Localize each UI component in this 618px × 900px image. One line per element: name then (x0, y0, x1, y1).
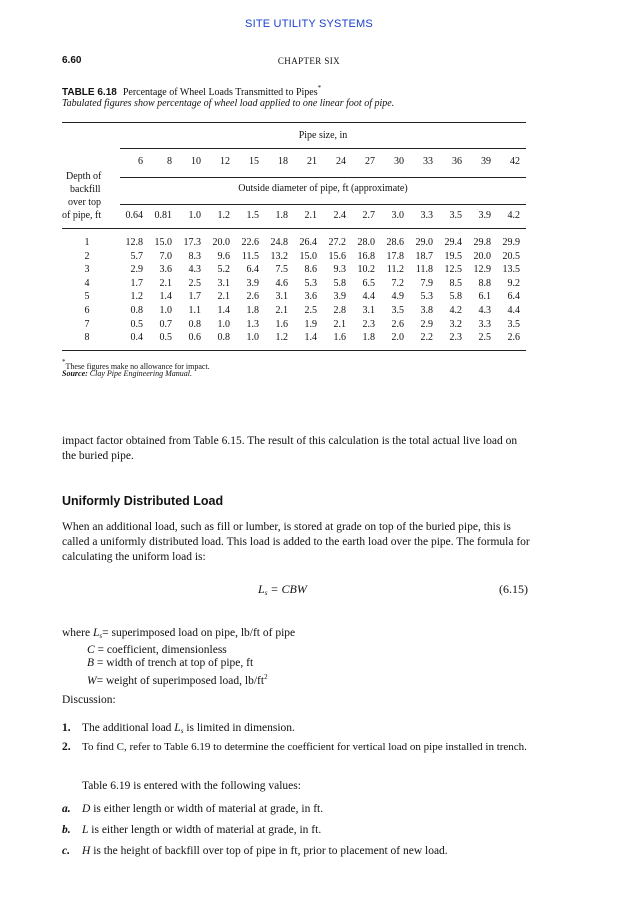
outside-diameter-cell: 1.2 (217, 210, 230, 221)
value-cell: 8.5 (449, 277, 462, 289)
pipe-size-cell: 39 (481, 156, 491, 167)
value-cell: 5.3 (304, 277, 317, 289)
value-cell: 5.3 (420, 291, 433, 303)
depth-cell: 2 (84, 250, 90, 262)
value-cell: 6.5 (362, 277, 375, 289)
c-symbol: C (87, 643, 95, 656)
value-cell: 0.8 (188, 318, 201, 330)
value-cell: 12.9 (473, 264, 491, 276)
where-word: where (62, 627, 91, 639)
value-cell: 7.9 (420, 277, 433, 289)
running-head: SITE UTILITY SYSTEMS (245, 18, 373, 30)
pipe-size-cell: 12 (220, 156, 230, 167)
depth-cell: 1 (84, 237, 90, 248)
value-cell: 3.8 (420, 305, 433, 316)
w-symbol: W (87, 674, 97, 687)
value-cell: 2.0 (391, 332, 404, 344)
value-cell: 15.0 (154, 237, 172, 248)
outside-diameter-cell: 1.5 (246, 210, 259, 221)
item-symbol: L (82, 824, 89, 836)
pipe-size-header: Pipe size, in (298, 130, 348, 141)
value-cell: 2.6 (507, 332, 520, 344)
value-cell: 1.0 (217, 318, 230, 330)
value-cell: 2.3 (449, 332, 462, 344)
ls-sub: s (99, 632, 103, 640)
value-cell: 2.1 (159, 277, 172, 289)
value-cell: 0.4 (130, 332, 143, 344)
value-cell: 4.6 (275, 277, 288, 289)
value-cell: 3.6 (304, 291, 317, 303)
discussion-item (62, 740, 532, 754)
value-cell: 28.0 (357, 237, 375, 248)
value-cell: 2.9 (420, 318, 433, 330)
table-title-mark: * (317, 84, 322, 92)
outside-diameter-header: Outside diameter of pipe, ft (approximate) (238, 183, 408, 194)
section-heading: Uniformly Distributed Load (62, 494, 224, 508)
value-cell: 0.8 (217, 332, 230, 344)
item-number: 1. (62, 722, 71, 734)
value-cell: 27.2 (328, 237, 346, 248)
pipe-size-cell: 6 (138, 156, 143, 167)
item1-text-b: is limited in dimension. (186, 722, 295, 734)
value-cell: 0.5 (159, 332, 172, 344)
lettered-item (62, 844, 532, 858)
table-label: TABLE 6.18 (62, 87, 117, 98)
table-title: Percentage of Wheel Loads Transmitted to Pipes (122, 87, 318, 98)
value-cell: 2.3 (362, 318, 375, 330)
value-cell: 3.1 (217, 277, 230, 289)
value-cell: 13.5 (502, 264, 520, 276)
value-cell: 1.2 (130, 291, 143, 303)
value-cell: 22.6 (241, 237, 259, 248)
value-cell: 12.8 (125, 237, 143, 248)
value-cell: 2.5 (188, 277, 201, 289)
pipe-size-rule (120, 148, 526, 149)
lettered-item (62, 802, 532, 816)
outside-diameter-cell: 2.4 (333, 210, 346, 221)
value-cell: 5.8 (449, 291, 462, 303)
pipe-size-cell: 21 (307, 156, 317, 167)
value-cell: 3.9 (333, 291, 346, 303)
source-text: Clay Pipe Engineering Manual. (89, 369, 192, 378)
outside-diameter-cell: 0.64 (125, 210, 143, 221)
page-number: 6.60 (62, 55, 82, 66)
value-cell: 15.6 (328, 250, 346, 262)
outside-diameter-cell: 3.0 (391, 210, 404, 221)
value-cell: 2.6 (391, 318, 404, 330)
value-cell: 4.9 (391, 291, 404, 303)
depth-cell: 5 (84, 291, 90, 303)
outside-diameter-cell: 0.81 (154, 210, 172, 221)
table-source (62, 369, 192, 378)
value-cell: 2.5 (304, 305, 317, 316)
pipe-size-cell: 36 (452, 156, 462, 167)
value-cell: 4.2 (449, 305, 462, 316)
value-cell: 11.2 (386, 264, 404, 276)
formula-rhs: = CBW (270, 582, 307, 596)
value-cell: 20.0 (212, 237, 230, 248)
value-cell: 4.3 (188, 264, 201, 276)
value-cell: 8.8 (478, 277, 491, 289)
value-cell: 1.7 (188, 291, 201, 303)
value-cell: 1.6 (333, 332, 346, 344)
value-cell: 3.1 (275, 291, 288, 303)
value-cell: 0.6 (188, 332, 201, 344)
value-cell: 3.6 (159, 264, 172, 276)
value-cell: 2.5 (478, 332, 491, 344)
value-cell: 2.9 (130, 264, 143, 276)
size-row-rule (120, 177, 526, 178)
pipe-size-cell: 18 (278, 156, 288, 167)
table-bottom-rule (62, 350, 526, 351)
value-cell: 9.2 (507, 277, 520, 289)
definition-row (62, 627, 295, 644)
pipe-size-cell: 33 (423, 156, 433, 167)
table-caption (62, 84, 321, 98)
od-header-rule (120, 204, 526, 205)
value-cell: 1.3 (246, 318, 259, 330)
discussion-label: Discussion: (62, 694, 116, 706)
depth-cell: 4 (84, 277, 90, 289)
value-cell: 4.4 (362, 291, 375, 303)
value-cell: 7.2 (391, 277, 404, 289)
pipe-size-cell: 30 (394, 156, 404, 167)
table-subtitle: Tabulated figures show percentage of wheel load applied to one linear foot of pipe. (62, 98, 395, 109)
value-cell: 1.0 (246, 332, 259, 344)
value-cell: 1.2 (275, 332, 288, 344)
value-cell: 29.4 (444, 237, 462, 248)
value-cell: 1.0 (159, 305, 172, 316)
value-cell: 0.7 (159, 318, 172, 330)
depth-cell: 8 (84, 332, 90, 344)
outside-diameter-cell: 3.5 (449, 210, 462, 221)
item-text (82, 721, 532, 738)
value-cell: 3.5 (507, 318, 520, 330)
value-cell: 10.2 (357, 264, 375, 276)
b-symbol: B (87, 657, 95, 669)
source-label: Source: (62, 369, 88, 378)
item-letter: c. (62, 845, 70, 857)
ls-text: = superimposed load on pipe, lb/ft of pipe (102, 627, 296, 639)
value-cell: 2.1 (275, 305, 288, 316)
value-cell: 11.5 (241, 250, 259, 262)
stub-header-line: of pipe, ft (62, 210, 102, 221)
intro-paragraph: impact factor obtained from Table 6.15. The result of this calculation is the total actual live load on the buried pipe. (62, 435, 518, 462)
w-text: = weight of superimposed load, lb/ft (96, 674, 265, 687)
outside-diameter-cell: 4.2 (507, 210, 520, 221)
value-cell: 4.4 (507, 305, 520, 316)
value-cell: 3.9 (246, 277, 259, 289)
outside-diameter-cell: 2.7 (362, 210, 375, 221)
definition-row (62, 657, 295, 671)
value-cell: 2.2 (420, 332, 433, 344)
stub-header-line: backfill (70, 184, 101, 195)
outside-diameter-cell: 1.8 (275, 210, 288, 221)
value-cell: 3.5 (391, 305, 404, 316)
item-text (82, 802, 532, 816)
item-description: is the height of backfill over top of pipe in ft, prior to placement of new load. (90, 845, 448, 857)
value-cell: 1.7 (130, 277, 143, 289)
formula-sub: s (264, 589, 268, 597)
b-text: = width of trench at top of pipe, ft (96, 657, 254, 669)
value-cell: 20.5 (502, 250, 520, 262)
value-cell: 28.6 (386, 237, 404, 248)
stub-header-line: Depth of (66, 171, 102, 182)
outside-diameter-cell: 3.9 (478, 210, 491, 221)
item-symbol: H (82, 845, 91, 857)
lettered-item (62, 823, 532, 837)
ls-symbol: L (92, 627, 100, 639)
value-cell: 3.1 (362, 305, 375, 316)
value-cell: 7.0 (159, 250, 172, 262)
value-cell: 1.4 (217, 305, 230, 316)
w-sup: 2 (264, 672, 268, 681)
value-cell: 1.4 (304, 332, 317, 344)
value-cell: 0.8 (130, 305, 143, 316)
equation-number: (6.15) (499, 582, 528, 596)
depth-cell: 6 (84, 305, 90, 316)
item1-sub: s (180, 727, 184, 735)
value-cell: 9.6 (217, 250, 230, 262)
pipe-size-cell: 10 (191, 156, 201, 167)
footnote-text: These figures make no allowance for impact. (65, 362, 210, 371)
item-text: To find C, refer to Table 6.19 to determine the coefficient for vertical load on pipe installed in trench. (82, 741, 527, 753)
value-cell: 8.6 (304, 264, 317, 276)
outside-diameter-cell: 1.0 (188, 210, 201, 221)
value-cell: 6.4 (246, 264, 259, 276)
pipe-size-cell: 24 (336, 156, 346, 167)
pipe-size-cell: 42 (510, 156, 520, 167)
discussion-item (62, 721, 532, 738)
value-cell: 5.7 (130, 250, 143, 262)
value-cell: 15.0 (299, 250, 317, 262)
chapter-title: CHAPTER SIX (277, 56, 341, 66)
definition-row (62, 671, 295, 689)
value-cell: 8.3 (188, 250, 201, 262)
value-cell: 1.8 (362, 332, 375, 344)
pipe-size-cell: 8 (167, 156, 172, 167)
value-cell: 0.5 (130, 318, 143, 330)
formula-lhs: L (258, 582, 265, 596)
value-cell: 1.1 (188, 305, 201, 316)
table-top-rule (62, 122, 526, 123)
value-cell: 2.6 (246, 291, 259, 303)
value-cell: 6.1 (478, 291, 491, 303)
value-cell: 5.2 (217, 264, 230, 276)
value-cell: 24.8 (270, 237, 288, 248)
item-description: is either length or width of material at grade, in ft. (90, 803, 324, 815)
value-cell: 18.7 (415, 250, 433, 262)
section-paragraph: When an additional load, such as fill or lumber, is stored at grade on top of the buried pipe, this is called a uniformly distributed load. This load is added to the earth load over the pipe. The formula for calculating the uniform load is: (62, 521, 530, 563)
value-cell: 1.9 (304, 318, 317, 330)
value-cell: 29.0 (415, 237, 433, 248)
value-cell: 2.1 (333, 318, 346, 330)
value-cell: 2.1 (217, 291, 230, 303)
definition-row (62, 644, 295, 658)
item-letter: a. (62, 803, 71, 815)
value-cell: 6.4 (507, 291, 520, 303)
item-description: is either length or width of material at grade, in ft. (88, 824, 322, 836)
table-note: Table 6.19 is entered with the following values: (82, 780, 301, 792)
item-number: 2. (62, 741, 71, 753)
value-cell: 7.5 (275, 264, 288, 276)
value-cell: 29.8 (473, 237, 491, 248)
value-cell: 17.3 (183, 237, 201, 248)
value-cell: 9.3 (333, 264, 346, 276)
value-cell: 29.9 (502, 237, 520, 248)
value-cell: 2.8 (333, 305, 346, 316)
item-text (82, 844, 532, 858)
value-cell: 20.0 (473, 250, 491, 262)
footnote-mark: * (62, 358, 66, 366)
value-cell: 1.8 (246, 305, 259, 316)
value-cell: 11.8 (415, 264, 433, 276)
item1-symbol: L (174, 722, 181, 734)
outside-diameter-cell: 2.1 (304, 210, 317, 221)
value-cell: 3.2 (449, 318, 462, 330)
value-cell: 26.4 (299, 237, 317, 248)
depth-cell: 7 (84, 318, 90, 330)
item-letter: b. (62, 824, 71, 836)
pipe-size-cell: 15 (249, 156, 259, 167)
stub-header-line: over top (68, 197, 102, 208)
value-cell: 1.6 (275, 318, 288, 330)
value-cell: 12.5 (444, 264, 462, 276)
value-cell: 19.5 (444, 250, 462, 262)
item-text (82, 823, 532, 837)
outside-diameter-cell: 3.3 (420, 210, 433, 221)
value-cell: 1.4 (159, 291, 172, 303)
depth-cell: 3 (84, 264, 90, 276)
item-symbol: D (82, 803, 91, 815)
item1-text-a: The additional load (82, 722, 172, 734)
value-cell: 17.8 (386, 250, 404, 262)
value-cell: 16.8 (357, 250, 375, 262)
value-cell: 4.3 (478, 305, 491, 316)
table-head-rule (62, 228, 526, 229)
value-cell: 5.8 (333, 277, 346, 289)
value-cell: 13.2 (270, 250, 288, 262)
value-cell: 3.3 (478, 318, 491, 330)
c-text: = coefficient, dimensionless (97, 643, 227, 656)
pipe-size-cell: 27 (365, 156, 375, 167)
definitions (62, 627, 295, 688)
formula (258, 582, 307, 597)
